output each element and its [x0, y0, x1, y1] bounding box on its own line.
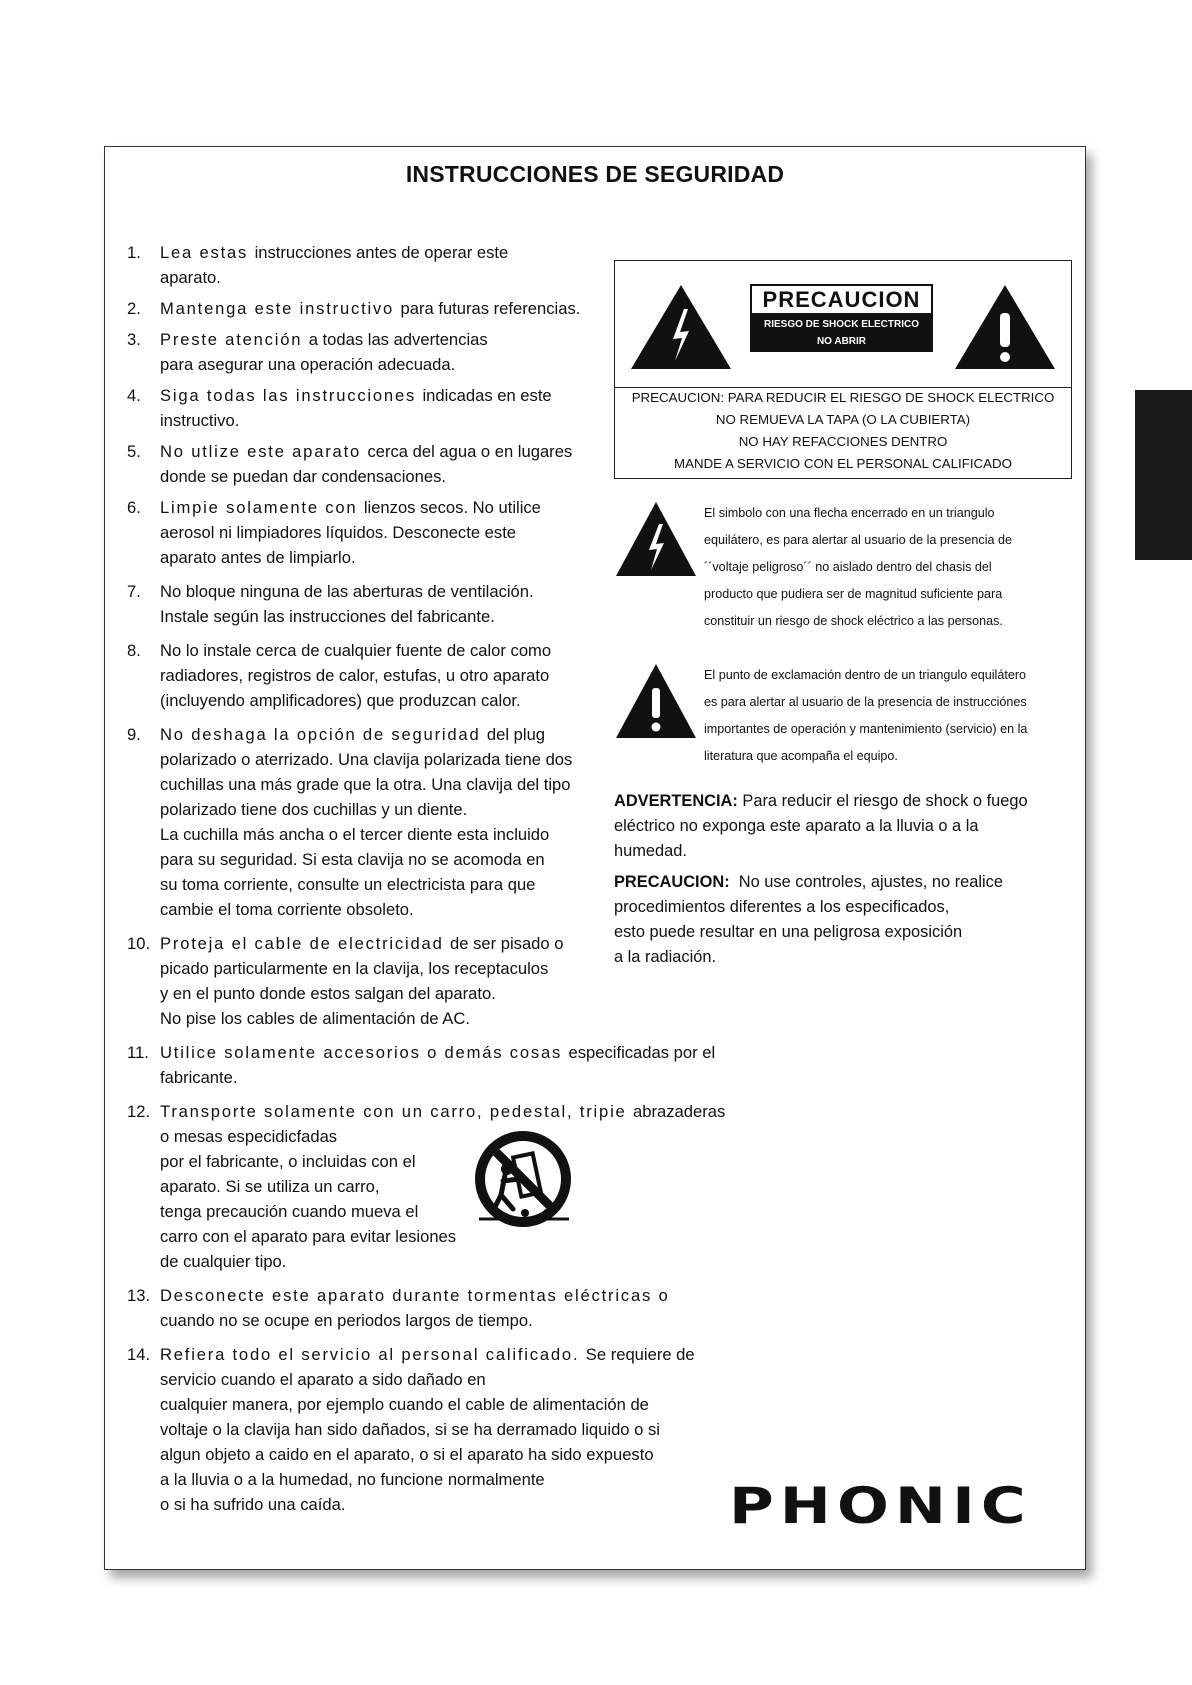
- instruction-line: Limpie solamente con lienzos secos. No utilice: [160, 498, 541, 517]
- symbol-text-line: importantes de operación y mantenimiento (servicio) en la: [704, 722, 1028, 736]
- caution-paragraph: [614, 870, 1074, 970]
- note-line: a la radiación.: [614, 948, 717, 966]
- symbol-text-line: es para alertar al usuario de la presencia de instrucciónes: [704, 695, 1027, 709]
- instruction-line: para asegurar una operación adecuada.: [160, 355, 456, 374]
- instruction-line: No deshaga la opción de seguridad del plug: [160, 725, 546, 744]
- instruction-line: tenga precaución cuando mueva el: [160, 1202, 419, 1221]
- instruction-line: polarizado tiene dos cuchillas y un diente.: [160, 800, 468, 819]
- instruction-line: aparato. Si se utiliza un carro,: [160, 1177, 380, 1196]
- instruction-lead: Transporte solamente con un carro, pedestal, tripie: [160, 1102, 633, 1121]
- instruction-line: picado particularmente en la clavija, los receptaculos: [160, 959, 549, 978]
- instruction-line: aerosol ni limpiadores líquidos. Desconecte este: [160, 523, 517, 542]
- section-tab: [1135, 390, 1192, 560]
- instruction-line: Utilice solamente accesorios o demás cosas especificadas por el fabricante.: [160, 1043, 716, 1087]
- instruction-line: su toma corriente, consulte un electricista para que: [160, 875, 536, 894]
- exclamation-triangle-icon: [614, 662, 698, 740]
- instruction-line: Lea estas instrucciones antes de operar este: [160, 243, 509, 262]
- symbol-text-line: ´´voltaje peligroso´´ no aislado dentro del chasis del: [704, 560, 992, 574]
- caution-label-text: [615, 387, 1071, 475]
- instruction-item: [127, 579, 727, 629]
- instruction-line: Mantenga este instructivo para futuras referencias.: [160, 299, 581, 318]
- instruction-line: (incluyendo amplificadores) que produzcan calor.: [160, 691, 521, 710]
- caution-label-line: NO REMUEVA LA TAPA (O LA CUBIERTA): [715, 412, 971, 427]
- instruction-lead: Desconecte este aparato durante tormentas eléctricas o: [160, 1286, 670, 1305]
- instruction-item: [127, 1040, 727, 1090]
- instruction-line: La cuchilla más ancha o el tercer diente esta incluido: [160, 825, 550, 844]
- symbol-text-line: producto que pudiera ser de magnitud suficiente para: [704, 587, 1003, 601]
- note-line: procedimientos diferentes a los especificados,: [614, 898, 950, 916]
- instruction-line: o si ha sufrido una caída.: [160, 1495, 346, 1514]
- warning-paragraph: [614, 789, 1074, 864]
- exclamation-triangle-icon: [953, 283, 1057, 371]
- instruction-line: cuchillas una más grade que la otra. Una clavija del tipo: [160, 775, 571, 794]
- symbol-text-line: constituir un riesgo de shock eléctrico a las personas.: [704, 614, 1003, 628]
- symbol-text-line: El punto de exclamación dentro de un triangulo equilátero: [704, 668, 1027, 682]
- instruction-line: Desconecte este aparato durante tormentas eléctricas o cuando no se ocupe en periodos largos de tiempo.: [160, 1286, 670, 1330]
- instruction-lead: Preste atención: [160, 330, 309, 349]
- safety-sheet: [104, 146, 1086, 1570]
- instruction-line: No bloque ninguna de las aberturas de ventilación.: [160, 582, 534, 601]
- instruction-number: 9.: [127, 725, 141, 744]
- instruction-number: 2.: [127, 299, 141, 318]
- instruction-lead: Limpie solamente con: [160, 498, 364, 517]
- instruction-number: 4.: [127, 386, 141, 405]
- warning-label: ADVERTENCIA:: [614, 792, 738, 810]
- instruction-number: 6.: [127, 498, 141, 517]
- instruction-lead: Utilice solamente accesorios o demás cosas: [160, 1043, 569, 1062]
- page-title: INSTRUCCIONES DE SEGURIDAD: [405, 161, 785, 187]
- instruction-line: No pise los cables de alimentación de AC.: [160, 1009, 470, 1028]
- lightning-symbol-text: [704, 500, 1084, 635]
- instruction-line: a la lluvia o a la humedad, no funcione normalmente: [160, 1470, 545, 1489]
- instruction-line: Instale según las instrucciones del fabricante.: [160, 607, 495, 626]
- instruction-line: cambie el toma corriente obsoleto.: [160, 900, 414, 919]
- caution-note-label: PRECAUCION:: [614, 873, 730, 891]
- instruction-line: para su seguridad. Si esta clavija no se acomoda en: [160, 850, 545, 869]
- exclamation-symbol-text: [704, 662, 1084, 770]
- caution-label-line: PRECAUCION: PARA REDUCIR EL RIESGO DE SHOCK ELECTRICO: [631, 390, 1055, 405]
- caution-heading: PRECAUCION: [750, 284, 933, 315]
- do-not-open-text: NO ABRIR: [816, 336, 867, 347]
- note-line: eléctrico no exponga este aparato a la lluvia o a la: [614, 817, 979, 835]
- shock-risk-text: RIESGO DE SHOCK ELECTRICO: [763, 319, 919, 330]
- note-line: humedad.: [614, 842, 687, 860]
- instruction-lead: Proteja el cable de electricidad: [160, 934, 451, 953]
- instruction-item: [127, 1342, 727, 1517]
- instruction-line: Siga todas las instrucciones indicadas en este: [160, 386, 552, 405]
- instruction-line: carro con el aparato para evitar lesiones: [160, 1227, 457, 1246]
- lightning-triangle-icon: [614, 500, 698, 578]
- instruction-line: voltaje o la clavija han sido dañados, si se ha derramado liquido o si: [160, 1420, 660, 1439]
- symbol-text-line: El simbolo con una flecha encerrado en un triangulo: [704, 506, 995, 520]
- symbol-text-line: literatura que acompaña el equipo.: [704, 749, 898, 763]
- note-line: No use controles, ajustes, no realice: [738, 873, 1003, 891]
- instruction-lead: Mantenga este instructivo: [160, 299, 401, 318]
- instruction-lead: Lea estas: [160, 243, 255, 262]
- instruction-line: Refiera todo el servicio al personal calificado. Se requiere de servicio cuando el aparato a sido dañado en: [160, 1345, 695, 1389]
- warning-notes: [614, 789, 1074, 970]
- caution-label: [614, 260, 1072, 479]
- note-line: Para reducir el riesgo de shock o fuego: [742, 792, 1028, 810]
- instruction-line: aparato antes de limpiarlo.: [160, 548, 356, 567]
- instruction-line: Proteja el cable de electricidad de ser pisado o: [160, 934, 564, 953]
- instruction-number: 3.: [127, 330, 141, 349]
- instruction-line: Transporte solamente con un carro, pedestal, tripie abrazaderas o mesas especidicfadas: [160, 1102, 726, 1146]
- caution-label-line: NO HAY REFACCIONES DENTRO: [738, 434, 948, 449]
- brand-logo: PHONIC: [729, 1477, 1032, 1535]
- caution-label-line: MANDE A SERVICIO CON EL PERSONAL CALIFICADO: [674, 456, 1012, 471]
- instruction-line: algun objeto a caido en el aparato, o si el aparato ha sido expuesto: [160, 1445, 654, 1464]
- instruction-number: 1.: [127, 243, 141, 262]
- instruction-lead: Siga todas las instrucciones: [160, 386, 423, 405]
- instruction-line: cualquier manera, por ejemplo cuando el cable de alimentación de: [160, 1395, 649, 1414]
- cart-warning-icon: [473, 1129, 577, 1233]
- instruction-line: No utlize este aparato cerca del agua o en lugares: [160, 442, 573, 461]
- instruction-number: 7.: [127, 582, 141, 601]
- caution-subheading: [750, 314, 933, 352]
- instruction-line: instructivo.: [160, 411, 240, 430]
- note-line: esto puede resultar en una peligrosa exposición: [614, 923, 963, 941]
- instruction-line: Preste atención a todas las advertencias: [160, 330, 488, 349]
- instruction-line: radiadores, registros de calor, estufas, u otro aparato: [160, 666, 550, 685]
- lightning-triangle-icon: [629, 283, 733, 371]
- instruction-lead: No deshaga la opción de seguridad: [160, 725, 487, 744]
- instruction-number: 10.: [127, 934, 151, 953]
- instruction-line: No lo instale cerca de cualquier fuente de calor como: [160, 641, 552, 660]
- instruction-number: 13.: [127, 1286, 151, 1305]
- instruction-line: y en el punto donde estos salgan del aparato.: [160, 984, 496, 1003]
- instruction-lead: No utlize este aparato: [160, 442, 368, 461]
- instruction-lead: Refiera todo el servicio al personal calificado.: [160, 1345, 586, 1364]
- instruction-line: donde se puedan dar condensaciones.: [160, 467, 447, 486]
- instruction-line: por el fabricante, o incluidas con el: [160, 1152, 416, 1171]
- instruction-line: de cualquier tipo.: [160, 1252, 287, 1271]
- instruction-number: 11.: [127, 1043, 149, 1062]
- instruction-line: polarizado o aterrizado. Una clavija polarizada tiene dos: [160, 750, 573, 769]
- instruction-item: [127, 1283, 727, 1333]
- instruction-number: 5.: [127, 442, 141, 461]
- symbol-text-line: equilátero, es para alertar al usuario de la presencia de: [704, 533, 1013, 547]
- instruction-number: 8.: [127, 641, 141, 660]
- instruction-number: 12.: [127, 1102, 151, 1121]
- instruction-item: [127, 1099, 727, 1274]
- instruction-line: aparato.: [160, 268, 221, 287]
- instruction-number: 14.: [127, 1345, 151, 1364]
